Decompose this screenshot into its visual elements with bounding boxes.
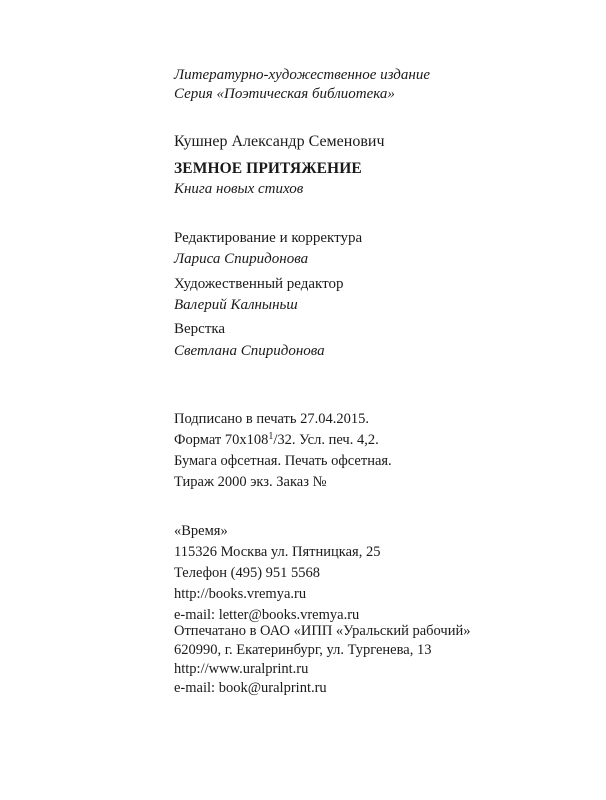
edition-type: Литературно-художественное издание <box>174 67 430 83</box>
publisher-phone: Телефон (495) 951 5568 <box>174 565 321 581</box>
print-run: Тираж 2000 экз. Заказ № <box>174 474 327 490</box>
publisher-website: http://books.vremya.ru <box>174 586 307 602</box>
printer-address: 620990, г. Екатеринбург, ул. Тургенева, 13 <box>174 642 432 658</box>
printer-website: http://www.uralprint.ru <box>174 661 309 677</box>
print-format <box>174 431 379 449</box>
publisher-address: 115326 Москва ул. Пятницкая, 25 <box>174 544 381 560</box>
publisher-email: e-mail: letter@books.vremya.ru <box>174 607 360 623</box>
series-name: Серия «Поэтическая библиотека» <box>174 86 395 102</box>
format-superscript: 1 <box>268 431 274 442</box>
book-title: ЗЕМНОЕ ПРИТЯЖЕНИЕ <box>174 160 362 177</box>
printer-name: Отпечатано в ОАО «ИПП «Уральский рабочий» <box>174 623 471 639</box>
credit-role-art-editor: Художественный редактор <box>174 276 344 292</box>
publisher-name: «Время» <box>174 523 228 539</box>
format-prefix: Формат 70х108 <box>174 432 269 448</box>
paper-info: Бумага офсетная. Печать офсетная. <box>174 453 392 469</box>
credit-role-layout: Верстка <box>174 321 226 337</box>
credit-role-editing: Редактирование и корректура <box>174 230 363 246</box>
credit-name-layout: Светлана Спиридонова <box>174 343 325 359</box>
author-name: Кушнер Александр Семенович <box>174 133 385 150</box>
credit-name-editing: Лариса Спиридонова <box>174 251 309 267</box>
book-subtitle: Книга новых стихов <box>174 181 304 197</box>
signed-to-print: Подписано в печать 27.04.2015. <box>174 411 369 427</box>
credit-name-art-editor: Валерий Калныньш <box>174 297 298 313</box>
printer-email: e-mail: book@uralprint.ru <box>174 680 327 696</box>
format-suffix: /32. Усл. печ. 4,2. <box>273 432 379 448</box>
